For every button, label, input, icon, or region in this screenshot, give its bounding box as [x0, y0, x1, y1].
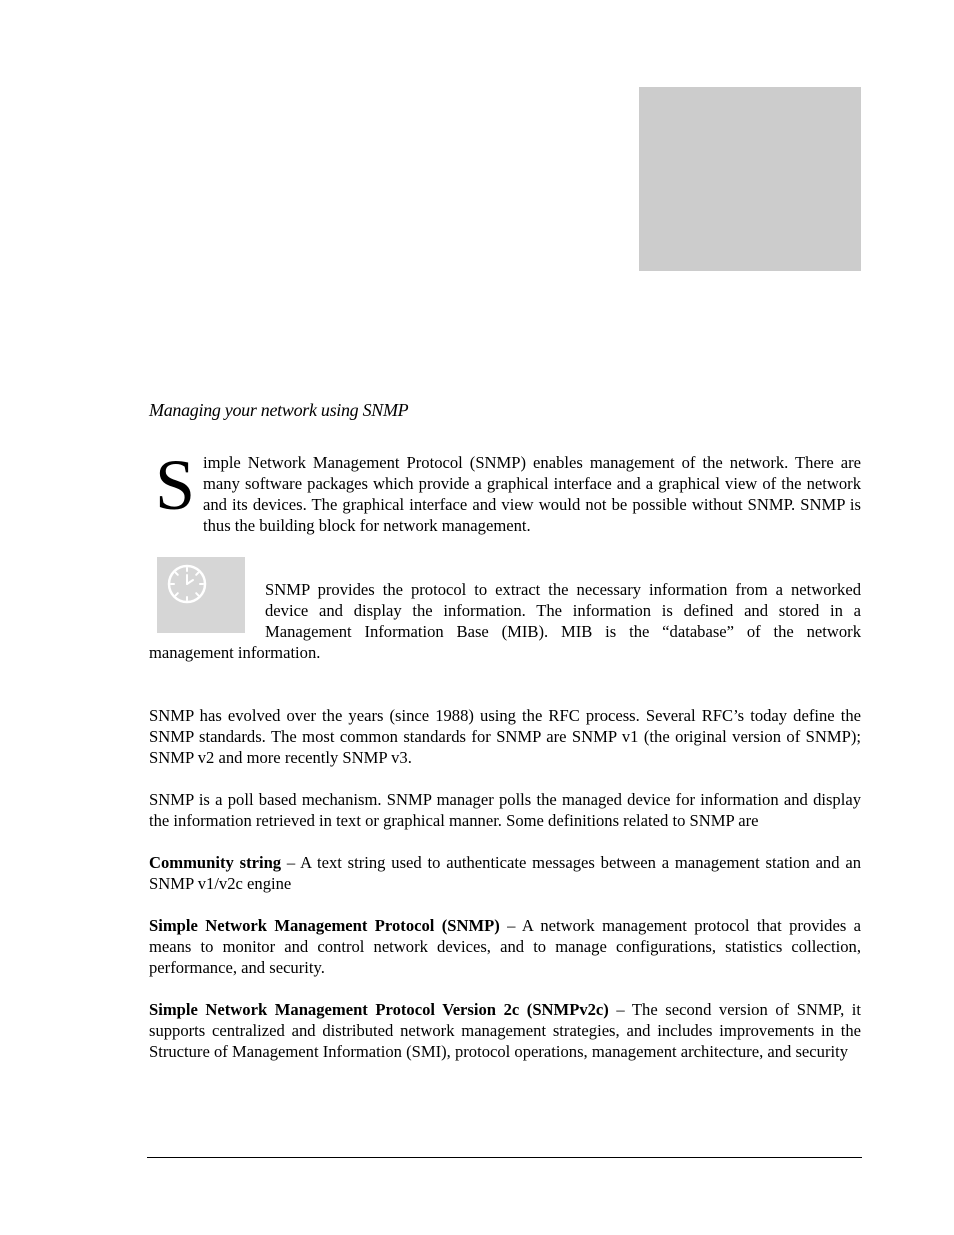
definition-description: – The second version of SNMP, it supports centralized and distributed network management strategies, and includes improvements in the Structure of Management Information (SMI), protocol operations, management architecture, and security: [149, 1000, 861, 1061]
paragraph-polling: SNMP is a poll based mechanism. SNMP manager polls the managed device for information and display the information retrieved in text or graphical manner. Some definitions related to SNMP are: [149, 790, 861, 830]
definition-snmpv2c: [149, 999, 861, 1062]
paragraph-history: SNMP has evolved over the years (since 1988) using the RFC process. Several RFC’s today define the SNMP standards. The most common standards for SNMP are SNMP v1 (the original version of SNMP); SNMP v2 and more recently SNMP v3.: [149, 706, 861, 767]
definition-community-string: [149, 852, 861, 894]
definition-term: Community string: [149, 853, 282, 872]
footer-rule: [147, 1157, 862, 1158]
definition-snmp: [149, 915, 861, 978]
chapter-subtitle: Managing your network using SNMP: [149, 400, 409, 420]
note-text: SNMP provides the protocol to extract the necessary information from a networked device and display the information. The information is defined and stored in a Management Information Base (MIB). MIB is the “database” of the network management information.: [149, 580, 861, 662]
header-gray-box: [639, 87, 861, 271]
drop-cap: S: [155, 445, 196, 525]
intro-text: imple Network Management Protocol (SNMP) enables management of the network. There are many software packages which provide a graphical interface and a graphical view of the network and its devices. The graphical interface and view would not be possible without SNMP. SNMP is thus the building block for network management.: [203, 453, 861, 535]
definition-description: – A network management protocol that provides a means to monitor and control network devices, and to manage configurations, statistics collection, performance, and security.: [149, 916, 862, 977]
note-block: [149, 557, 861, 684]
note-icon-box: [157, 557, 245, 633]
definition-term: Simple Network Management Protocol (SNMP): [149, 916, 500, 935]
definition-description: – A text string used to authenticate messages between a management station and an SNMP v1/v2c engine: [149, 853, 861, 893]
intro-paragraph: [149, 445, 861, 536]
clock-icon: [166, 563, 208, 605]
document-body: [149, 445, 862, 1083]
definition-term: Simple Network Management Protocol Version 2c (SNMPv2c): [149, 1000, 609, 1019]
